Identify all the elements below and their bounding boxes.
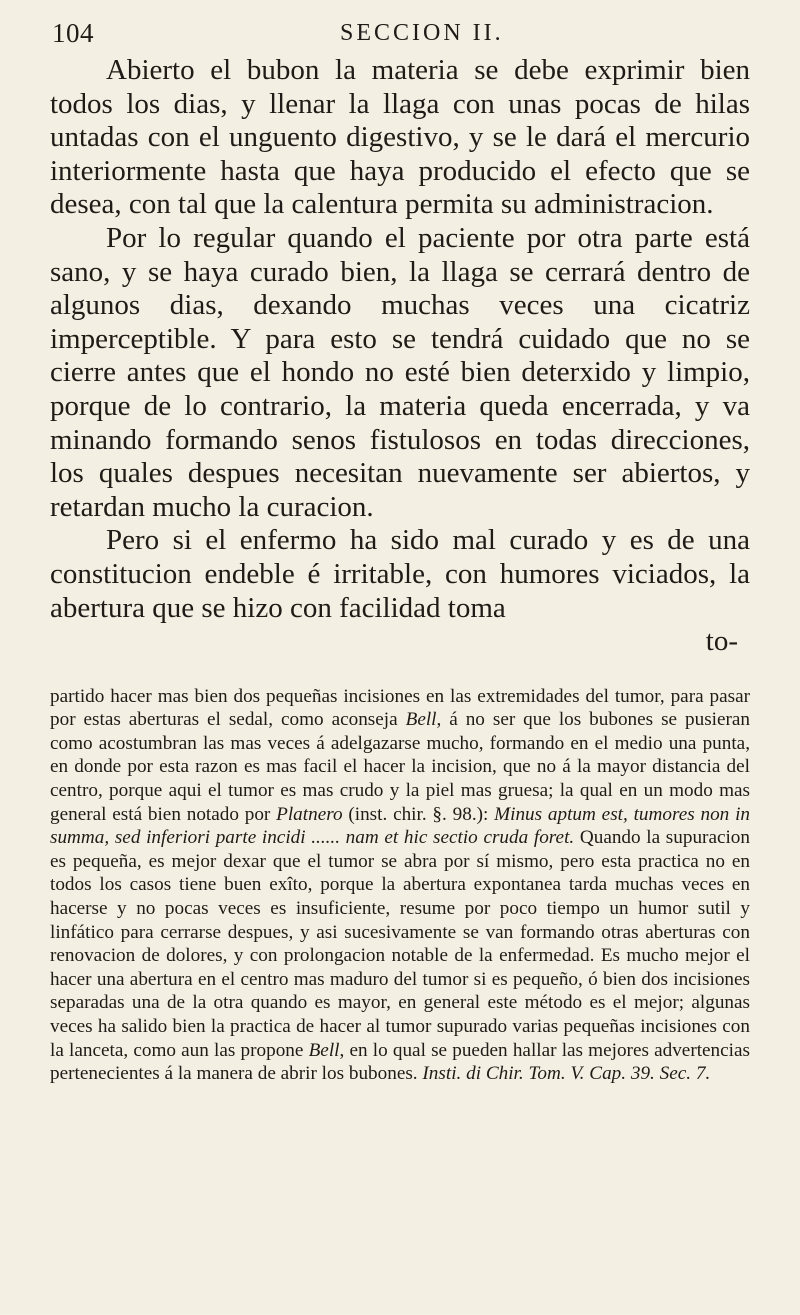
page-number: 104 xyxy=(52,18,94,48)
paragraph: Por lo regular quando el paciente por otra parte está sano, y se haya curado bien, la llaga se cerrará dentro de algunos dias, dexando muchas veces una cicatriz imperceptible. Y para esto se tendrá cuidado que no se cierre antes que el hondo no esté bien deterxido y limpio, porque de lo contrario, la materia queda encerrada, y va minando formando senos fistulosos en todas direcciones, los quales despues necesitan nuevamente ser abiertos, y retardan mucho la curacion. xyxy=(50,221,750,523)
author-name-bell: Bell xyxy=(405,709,437,731)
paragraph: Abierto el bubon la materia se debe exprimir bien todos los dias, y llenar la llaga con unas pocas de hilas untadas con el unguento digestivo, y se le dará el mercurio interiormente hasta que haya producido el efecto que se desea, con tal que la calentura permita su administracion. xyxy=(50,54,750,221)
section-title: SECCION II. xyxy=(340,20,504,46)
footnote xyxy=(50,685,750,1086)
latin-quotation: Minus aptum est, tumores non in summa, sed inferiori parte incidi ...... nam et hic sectio cruda foret. xyxy=(50,803,751,849)
footnote-text-run: Quando la supuracion es pequeña, es mejor dexar que el tumor se abra por sí mismo, pero esta practica no en todos los casos tiene buen exîto, porque la abertura expontanea tarda muchas veces en hacerse y no pocas veces es insuficiente, resume por poco tiempo un humor sutil y linfático para cerrarse despues, y asi sucesivamente se van formando otras aberturas con renovacion de dolores, y con prolongacion notable de la enfermedad. Es mucho mejor el hacer una abertura en el centro mas maduro del tumor si es pequeño, ó bien dos incisiones separadas una de la otra quando es mayor, en general este método es el mejor; algunas veces ha salido bien la practica de hacer al tumor supurado varias pequeñas incisiones con la lanceta, como aun las propone xyxy=(50,827,750,1061)
footnote-text xyxy=(50,685,750,1086)
footnote-text-run: partido hacer mas bien dos pequeñas incisiones en las extremidades del tumor, para pasar por estas aberturas el sedal, como aconseja xyxy=(50,685,750,731)
footnote-text-run: , en lo qual se pueden hallar las mejores advertencias pertenecientes á la manera de abrir los bubones. xyxy=(50,1039,750,1085)
running-head xyxy=(50,18,750,54)
main-text xyxy=(50,54,750,625)
footnote-text-run: , á no ser que los bubones se pusieran como acostumbran las mas veces á adelgazarse mucho, formando en el medio una punta, en donde por esta razon es mas facil el hacer la incision, que no á la mayor distancia del centro, porque aqui el tumor es mas crudo y la piel mas gruesa; la qual en un modo mas general está bien notado por xyxy=(50,709,751,825)
author-name-bell: Bell xyxy=(308,1039,340,1061)
citation-reference: (inst. chir. §. 98.): xyxy=(342,803,495,825)
catchword: to- xyxy=(705,625,738,658)
author-name-platnero: Platnero xyxy=(276,803,343,825)
source-citation: Insti. di Chir. Tom. V. Cap. 39. Sec. 7. xyxy=(422,1063,711,1085)
paragraph: Pero si el enfermo ha sido mal curado y es de una constitucion endeble é irritable, con humores viciados, la abertura que se hizo con facilidad toma xyxy=(50,524,750,624)
